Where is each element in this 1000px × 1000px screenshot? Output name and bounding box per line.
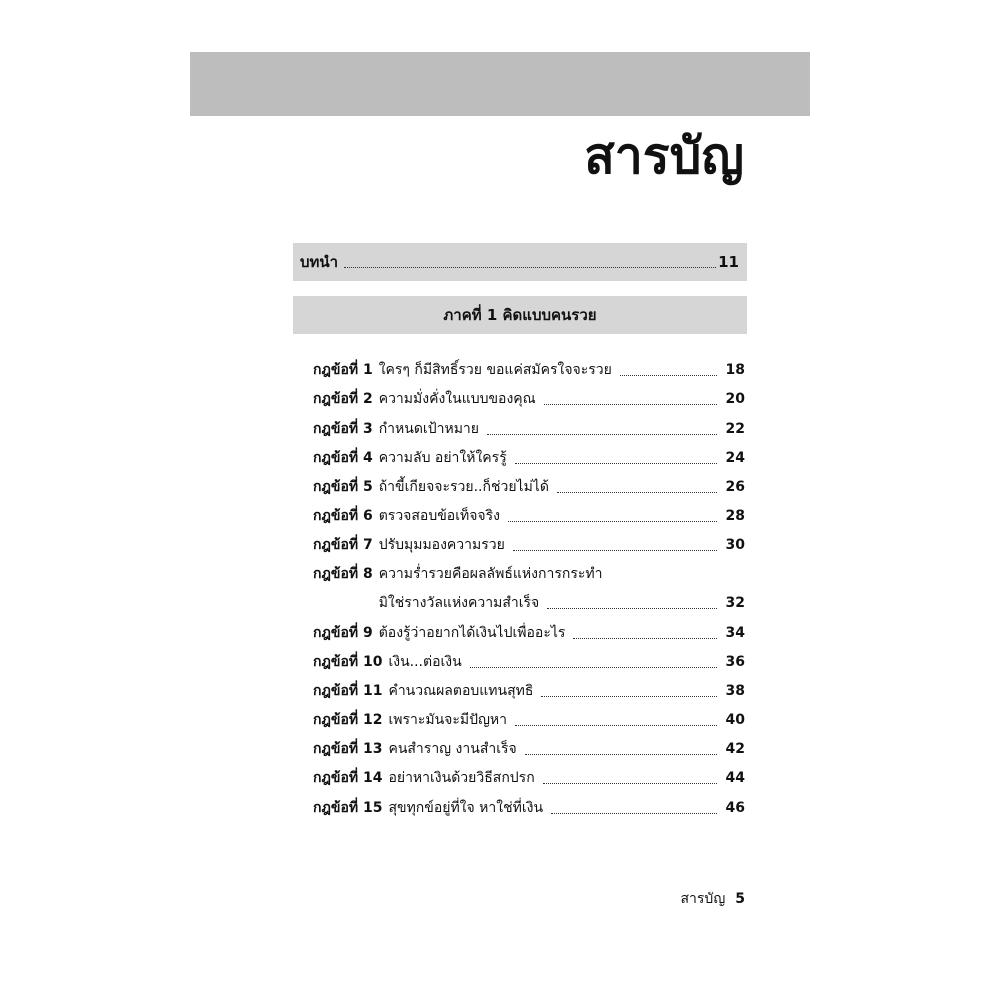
- toc-entry[interactable]: [313, 444, 745, 473]
- dot-leader: [557, 492, 717, 493]
- toc-entry-title: อย่าหาเงินด้วยวิธีสกปรก: [388, 770, 535, 787]
- toc-entry-page-number: 46: [725, 799, 745, 816]
- dot-leader: [515, 463, 717, 464]
- toc-entry-title: คำนวณผลตอบแทนสุทธิ: [388, 682, 534, 699]
- toc-entry-label: กฎข้อที่ 12: [313, 712, 383, 729]
- toc-entry-title: ถ้าขี้เกียจจะรวย..ก็ช่วยไม่ได้: [378, 478, 549, 495]
- toc-entry-title: เพราะมันจะมีปัญหา: [388, 712, 508, 729]
- toc-entry-title: เงิน...ต่อเงิน: [388, 653, 462, 670]
- toc-entry-page-number: 22: [725, 420, 745, 437]
- toc-entry-label: กฎข้อที่ 5: [313, 478, 373, 495]
- footer-page-number: 5: [735, 891, 745, 907]
- dot-leader: [344, 267, 716, 268]
- toc-entry-page-number: 28: [725, 508, 745, 525]
- toc-entry-label: กฎข้อที่ 13: [313, 741, 383, 758]
- toc-entry-page-number: 24: [725, 449, 745, 466]
- toc-entry-label: กฎข้อที่ 11: [313, 682, 383, 699]
- toc-entry-page-number: 40: [725, 712, 745, 729]
- toc-entry-label: กฎข้อที่ 1: [313, 362, 373, 379]
- toc-entry-page-number: 20: [725, 391, 745, 408]
- page-title: สารบัญ: [584, 127, 744, 185]
- toc-entry-title: ตรวจสอบข้อเท็จจริง: [378, 508, 500, 525]
- toc-entry[interactable]: [313, 414, 745, 443]
- toc-entry-page-number: 38: [725, 682, 745, 699]
- toc-entry-title: ความลับ อย่าให้ใครรู้: [378, 449, 507, 466]
- toc-entry-label: กฎข้อที่ 15: [313, 799, 383, 816]
- toc-entry-label: กฎข้อที่ 10: [313, 653, 383, 670]
- toc-entry-page-number: 32: [725, 595, 745, 612]
- toc-entry[interactable]: [313, 473, 745, 502]
- dot-leader: [573, 638, 717, 639]
- toc-entry[interactable]: [313, 560, 745, 618]
- toc-entry[interactable]: [313, 618, 745, 647]
- toc-entry-label: กฎข้อที่ 14: [313, 770, 383, 787]
- dot-leader: [513, 550, 717, 551]
- toc-entry-title-line: ความร่ำรวยคือผลลัพธ์แห่งการกระทำ: [378, 566, 603, 583]
- header-bar: [190, 52, 810, 116]
- part-heading-label: ภาคที่ 1 คิดแบบคนรวย: [443, 306, 597, 324]
- toc-entry[interactable]: [313, 531, 745, 560]
- page-footer: [681, 888, 746, 910]
- dot-leader: [620, 375, 717, 376]
- toc-entry-label: กฎข้อที่ 6: [313, 508, 373, 525]
- toc-entry-page-number: 26: [725, 478, 745, 495]
- toc-entry-page-number: 44: [725, 770, 745, 787]
- dot-leader: [551, 813, 717, 814]
- toc-entry-label: กฎข้อที่ 9: [313, 624, 373, 641]
- intro-page-number: 11: [718, 253, 739, 271]
- toc-entry-page-number: 30: [725, 537, 745, 554]
- dot-leader: [544, 404, 717, 405]
- toc-entry-title: ปรับมุมมองความรวย: [378, 537, 505, 554]
- toc-entry-title: มิใช่รางวัลแห่งความสำเร็จ: [378, 595, 540, 612]
- toc-entry-page-number: 18: [725, 362, 745, 379]
- toc-entry-page-number: 42: [725, 741, 745, 758]
- dot-leader: [543, 783, 717, 784]
- toc-entry-title: คนสำราญ งานสำเร็จ: [388, 741, 517, 758]
- toc-entry[interactable]: [313, 502, 745, 531]
- dot-leader: [508, 521, 717, 522]
- dot-leader: [541, 696, 717, 697]
- toc-entry-page-number: 34: [725, 624, 745, 641]
- toc-entry[interactable]: [313, 677, 745, 706]
- dot-leader: [525, 754, 717, 755]
- intro-entry[interactable]: [293, 243, 747, 281]
- footer-label: สารบัญ: [680, 891, 726, 907]
- toc-entry[interactable]: [313, 648, 745, 677]
- toc-entry-label: กฎข้อที่ 4: [313, 449, 373, 466]
- toc-entry[interactable]: [313, 764, 745, 793]
- dot-leader: [470, 667, 717, 668]
- toc-entry-title: กำหนดเป้าหมาย: [378, 420, 479, 437]
- toc-entry-title: ใครๆ ก็มีสิทธิ์รวย ขอแค่สมัครใจจะรวย: [378, 362, 612, 379]
- toc-entry-title: ต้องรู้ว่าอยากได้เงินไปเพื่ออะไร: [378, 624, 566, 641]
- dot-leader: [547, 608, 717, 609]
- toc-entry-page-number: 36: [725, 653, 745, 670]
- toc-entry[interactable]: [313, 356, 745, 385]
- toc-entry[interactable]: [313, 735, 745, 764]
- part-heading: [293, 296, 747, 334]
- toc-entry[interactable]: [313, 793, 745, 822]
- toc-list: [313, 356, 745, 823]
- toc-entry-label: กฎข้อที่ 8: [313, 566, 373, 583]
- toc-entry[interactable]: [313, 385, 745, 414]
- toc-entry-label: กฎข้อที่ 2: [313, 391, 373, 408]
- toc-entry-label: กฎข้อที่ 7: [313, 537, 373, 554]
- toc-entry[interactable]: [313, 706, 745, 735]
- dot-leader: [515, 725, 717, 726]
- toc-entry-label: กฎข้อที่ 3: [313, 420, 373, 437]
- intro-label: บทนำ: [300, 253, 339, 271]
- toc-entry-title: สุขทุกข์อยู่ที่ใจ หาใช่ที่เงิน: [388, 799, 544, 816]
- dot-leader: [487, 434, 717, 435]
- toc-entry-title: ความมั่งคั่งในแบบของคุณ: [378, 391, 536, 408]
